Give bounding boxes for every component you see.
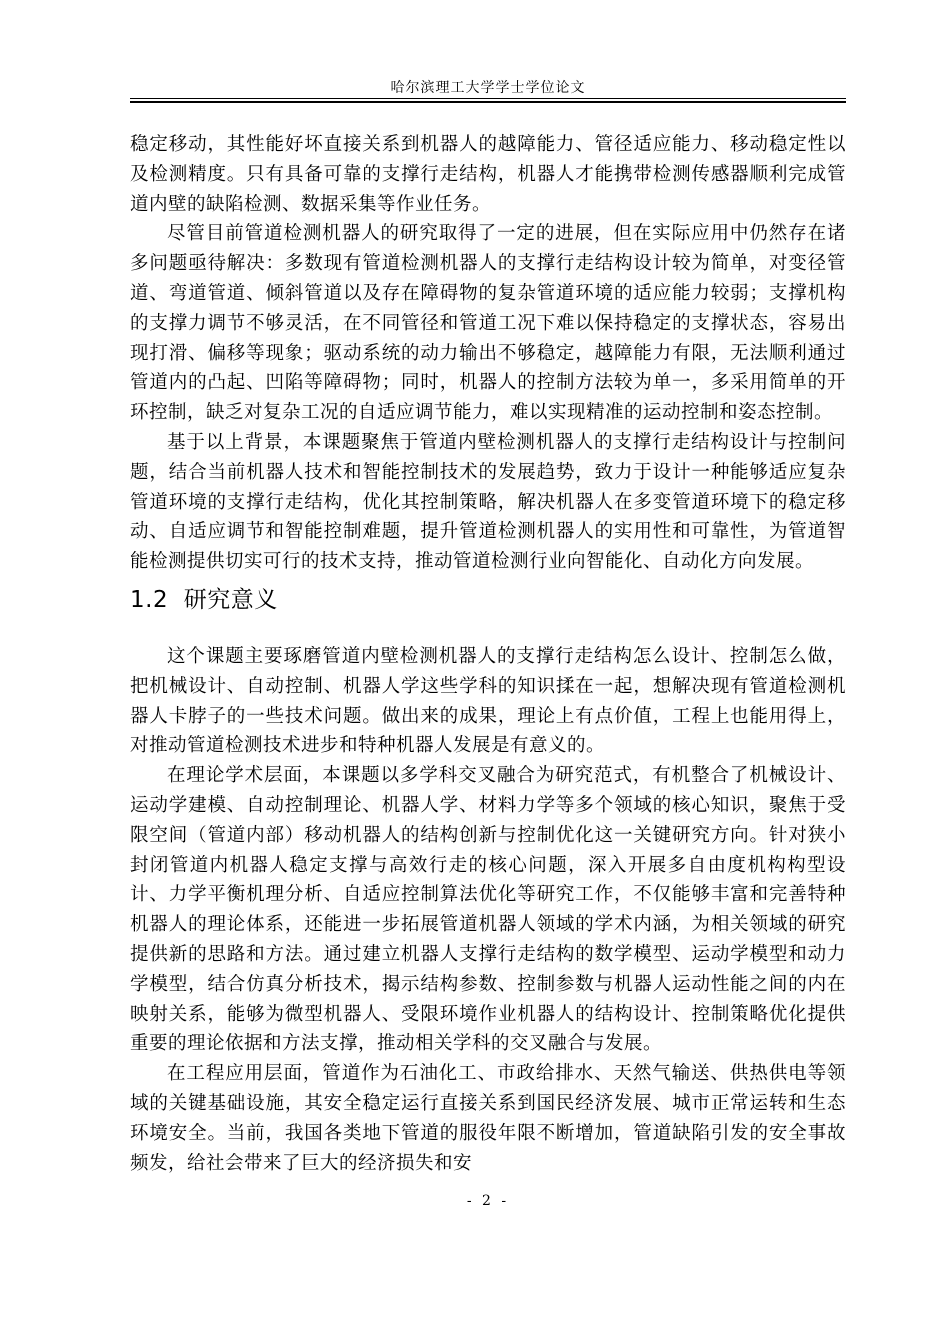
paragraph-research-focus: 基于以上背景，本课题聚焦于管道内壁检测机器人的支撑行走结构设计与控制问题，结合当前机器人技术和智能控制技术的发展趋势，致力于设计一种能够适应复杂管道环境的支撑行走结构，优化其控制策略，解决机器人在多变管道环境下的稳定移动、自适应调节和智能控制难题，提升管道检测机器人的实用性和可靠性，为管道智能检测提供切实可行的技术支持，推动管道检测行业向智能化、自动化方向发展。 xyxy=(130,431,846,573)
running-header: 哈尔滨理工大学学士学位论文 xyxy=(390,80,586,96)
paragraph-continued: 稳定移动，其性能好坏直接关系到机器人的越障能力、管径适应能力、移动稳定性以及检测精度。只有具备可靠的支撑行走结构，机器人才能携带检测传感器顺利完成管道内壁的缺陷检测、数据采集等作业任务。 xyxy=(130,134,846,215)
section-title: 研究意义 xyxy=(183,586,278,613)
body-text xyxy=(130,130,846,1178)
page-number: - 2 - xyxy=(466,1193,510,1209)
section-heading xyxy=(130,583,846,617)
paragraph-significance-intro: 这个课题主要琢磨管道内壁检测机器人的支撑行走结构怎么设计、控制怎么做，把机械设计、自动控制、机器人学这些学科的知识揉在一起，想解决现有管道检测机器人卡脖子的一些技术问题。做出来的成果，理论上有点价值，工程上也能用得上，对推动管道检测技术进步和特种机器人发展是有意义的。 xyxy=(130,645,846,757)
header-rule-thick xyxy=(130,101,846,103)
header-rule-thin xyxy=(130,98,846,99)
paragraph-theoretical-significance: 在理论学术层面，本课题以多学科交叉融合为研究范式，有机整合了机械设计、运动学建模、自动控制理论、机器人学、材料力学等多个领域的核心知识，聚焦于受限空间（管道内部）移动机器人的结构创新与控制优化这一关键研究方向。针对狭小封闭管道内机器人稳定支撑与高效行走的核心问题，深入开展多自由度机构构型设计、力学平衡机理分析、自适应控制算法优化等研究工作，不仅能够丰富和完善特种机器人的理论体系，还能进一步拓展管道机器人领域的学术内涵，为相关领域的研究提供新的思路和方法。通过建立机器人支撑行走结构的数学模型、运动学模型和动力学模型，结合仿真分析技术，揭示结构参数、控制参数与机器人运动性能之间的内在映射关系，能够为微型机器人、受限环境作业机器人的结构设计、控制策略优化提供重要的理论依据和方法支撑，推动相关学科的交叉融合与发展。 xyxy=(130,765,846,1055)
section-number: 1.2 xyxy=(130,586,169,613)
paragraph-current-problems: 尽管目前管道检测机器人的研究取得了一定的进展，但在实际应用中仍然存在诸多问题亟待解决：多数现有管道检测机器人的支撑行走结构设计较为简单，对变径管道、弯道管道、倾斜管道以及存在障碍物的复杂管道环境的适应能力较弱；支撑机构的支撑力调节不够灵活，在不同管径和管道工况下难以保持稳定的支撑状态，容易出现打滑、偏移等现象；驱动系统的动力输出不够稳定，越障能力有限，无法顺利通过管道内的凸起、凹陷等障碍物；同时，机器人的控制方法较为单一，多采用简单的开环控制，缺乏对复杂工况的自适应调节能力，难以实现精准的运动控制和姿态控制。 xyxy=(130,223,846,424)
section-spacer xyxy=(130,617,846,642)
paragraph-engineering-significance: 在工程应用层面，管道作为石油化工、市政给排水、天然气输送、供热供电等领域的关键基础设施，其安全稳定运行直接关系到国民经济发展、城市正常运转和生态环境安全。当前，我国各类地下管道的服役年限不断增加，管道缺陷引发的安全事故频发，给社会带来了巨大的经济损失和安 xyxy=(130,1063,846,1174)
